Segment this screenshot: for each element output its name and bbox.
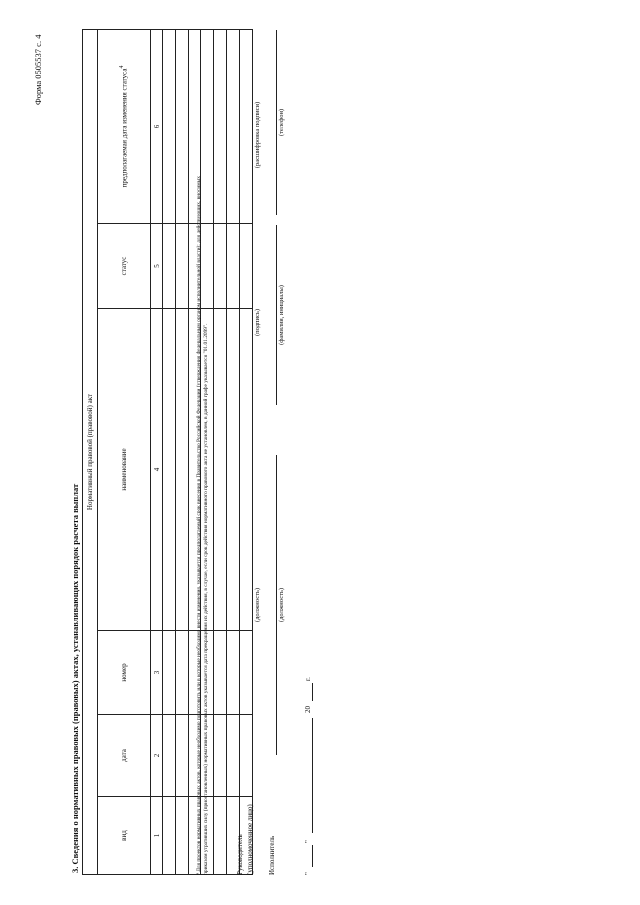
table-cell [163,224,176,309]
section-title: 3. Сведения о нормативных правовых (правовых) актах, устанавливающих порядок расчета выплат [70,483,80,873]
executor-phone-caption: (телефон) [278,108,285,137]
column-header-status: статус [98,224,151,309]
date-year-suffix: г. [304,677,312,681]
table-cell [175,30,188,224]
table-cell [239,224,252,309]
table-cell [163,631,176,715]
column-number: 1 [151,797,163,875]
table-cell [175,631,188,715]
table-cell [214,631,227,715]
date-year-prefix: 20 [304,706,312,713]
table-cell [226,631,239,715]
column-number: 6 [151,30,163,224]
table-cell [239,309,252,631]
executor-position-line [276,455,277,755]
legal-acts-table [82,29,253,875]
executor-phone-line [276,30,277,215]
table-row [214,30,227,875]
date-close-quote: " [304,840,312,843]
column-number: 3 [151,631,163,715]
table-cell [214,224,227,309]
table-cell [226,224,239,309]
head-label: Руководитель [236,834,244,875]
head-position-line [252,455,253,755]
table-row [163,30,176,875]
column-number: 5 [151,224,163,309]
status-change-date-label: предполагаемая дата изменения статуса [120,68,129,188]
table-cell [239,715,252,797]
footnote-ref: 4 [119,65,126,69]
table-cell [175,797,188,875]
executor-label: Исполнитель [268,835,276,875]
executor-name-line [276,225,277,405]
head-decoding-caption: (расшифровка подписи) [254,101,261,169]
table-cell [214,715,227,797]
date-open-quote: " [304,872,312,875]
table-row [239,30,252,875]
table-header-row [98,30,151,875]
table-group-header-row [83,30,98,875]
column-header-date: дата [98,715,151,797]
executor-name-caption: (фамилия, инициалы) [278,285,285,345]
table-cell [175,224,188,309]
table-cell [163,715,176,797]
table-cell [239,631,252,715]
table-group-header: Нормативный правовой (правовой) акт [83,30,98,875]
form-code: Форма 0505537 с. 4 [33,34,43,105]
column-header-name: наименование [98,309,151,631]
head-signature-line [252,240,253,405]
table-cell [175,309,188,631]
head-position-caption: (должность) [254,587,261,623]
table-cell [163,309,176,631]
table-cell [163,30,176,224]
column-header-type: вид [98,797,151,875]
head-signature-caption: (подпись) [254,309,261,336]
table-cell [226,309,239,631]
table-cell [175,715,188,797]
table-row [175,30,188,875]
column-number: 4 [151,309,163,631]
table-cell [163,797,176,875]
date-day-line [312,845,313,867]
head-sub-label: (уполномоченное лицо) [246,804,254,875]
column-header-status-change-date [98,30,151,224]
table-cell [239,30,252,224]
footnote: ⁴ Для проектов нормативных правовых актов, которые необходимо подготовить или в которые необходимо внести изменения, указывается предполагаемый срок внесения в Правительство Российской Федерации (утверждения федеральным органом исполнительной власти); для действующих, вносимых приказом утративших силу (приостановленных) нормативных правовых актов указывается дата прекращения их действия, в случае, если срок действия нормативного правового акта не установлен, в данной графе указывается "01.01.2099". [196,176,209,875]
date-year-line [312,683,313,701]
table-cell [226,30,239,224]
table-row [226,30,239,875]
column-number: 2 [151,715,163,797]
column-header-number: номер [98,631,151,715]
table-cell [214,309,227,631]
date-month-line [312,718,313,833]
table-cell [214,797,227,875]
table-cell [214,30,227,224]
executor-position-caption: (должность) [278,587,285,623]
column-number-row [151,30,163,875]
table-cell [226,715,239,797]
head-decoding-line [252,30,253,240]
